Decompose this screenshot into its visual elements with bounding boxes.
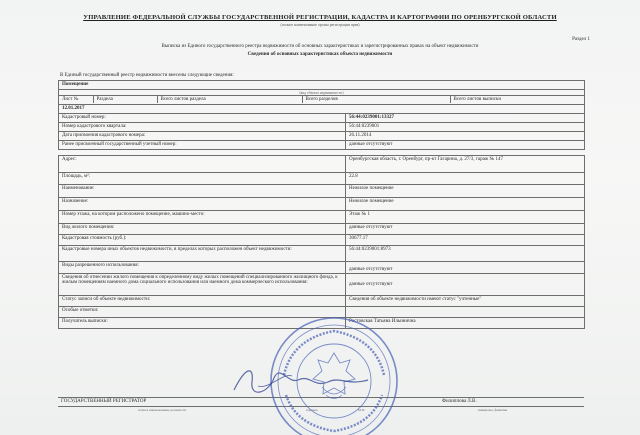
info-label: Дата присвоения кадастрового номера: [59,132,346,141]
detail-label: Номер этажа, на котором расположено помещение, машино-место: [59,211,346,224]
detail-label: Площадь, м²: [59,173,346,185]
info-value: 56:44:0239001 [346,123,585,132]
intro-text: В Единый государственный реестр недвижимости внесены следующие сведения: [60,73,234,78]
detail-value: 30677.17 [346,235,585,246]
total-sections-label: Всего разделов [302,96,450,103]
detail-label: Кадастровая стоимость (руб.): [59,235,346,246]
section-label: Раздела [93,96,157,103]
info-row [59,132,585,141]
excerpt-subtitle: Сведения об основных характеристиках объекта недвижимости [247,52,393,57]
detail-row [59,156,585,173]
detail-label: Сведения об отнесении жилого помещения к определенному виду жилых помещений специализированного жилищного фонда, к жилым помещениям наемного дома социального использования или наемного дома коммерческого использования: [59,274,346,296]
info-row [59,123,585,132]
official-stamp [268,315,400,435]
detail-row [59,224,585,235]
detail-row [59,198,585,211]
info-row [59,114,585,123]
detail-row [59,185,585,198]
caption-position: полное наименование должности [138,408,187,412]
org-name: УПРАВЛЕНИЕ ФЕДЕРАЛЬНОЙ СЛУЖБЫ ГОСУДАРСТВЕННОЙ РЕГИСТРАЦИИ, КАДАСТРА И КАРТОГРАФИИ ПО ОРЕНБУРГСКОЙ ОБЛАСТИ [83,14,557,21]
detail-row [59,173,585,185]
detail-row [59,262,585,274]
detail-label: Адрес: [59,156,346,173]
sheet-row [59,96,585,105]
detail-value: 22.8 [346,173,585,185]
detail-value [346,307,585,318]
caption-name: инициалы, фамилия [478,408,508,412]
section-number: Раздел 1 [572,37,590,42]
info-label: Кадастровый номер: [59,114,346,123]
detail-value: Ростовская Татьяна Ильинична [346,318,585,329]
excerpt-title: Выписка из Единого государственного реестра недвижимости об основных характеристиках и зарегистрированных правах на объект недвижимости [161,44,479,49]
detail-value: данные отсутствуют [346,262,585,274]
signature [228,360,378,400]
detail-row [59,296,585,307]
total-sheets-label: Всего листов раздела [157,96,302,103]
detail-label: Кадастровые номера иных объектов недвижимости, в пределах которых расположен объект недвижимости: [59,246,346,262]
object-type-row [59,81,585,90]
caption-signature: подпись [306,408,318,412]
main-table [58,80,585,329]
detail-value: Оренбургская область, г. Оренбург, пр-кт Гагарина, д. 27/3, гараж № 147 [346,156,585,173]
info-row [59,141,585,150]
detail-label: Виды разрешенного использования: [59,262,346,274]
registrar-name: Филиппова Л.В. [442,399,477,404]
detail-row [59,307,585,318]
header [0,14,640,27]
info-value: 26.11.2014 [346,132,585,141]
object-type: Помещение [59,81,585,90]
detail-label: Получатель выписки: [59,318,346,329]
date-row [59,105,585,114]
info-label: Номер кадастрового квартала: [59,123,346,132]
detail-value: Нежилое помещение [346,198,585,211]
detail-value: 56:44:0239001:8973 [346,246,585,262]
org-caption: (полное наименование органа регистрации прав) [280,23,360,27]
cadastral-number: 56:44:0239001:13327 [346,114,585,123]
detail-label: Наименование: [59,185,346,198]
info-label: Ранее присвоенный государственный учетный номер: [59,141,346,150]
detail-value: данные отсутствуют [346,224,585,235]
info-value: данные отсутствуют [346,141,585,150]
detail-label: Назначение: [59,198,346,211]
object-type-caption: (вид объекта недвижимости) [59,90,585,96]
detail-value: данные отсутствуют [346,274,585,296]
registrar-title: ГОСУДАРСТВЕННЫЙ РЕГИСТРАТОР [61,399,147,404]
detail-value: Нежилое помещение [346,185,585,198]
detail-row [59,235,585,246]
detail-label: Статус записи об объекте недвижимости: [59,296,346,307]
caption-mp: М.П. [358,408,366,412]
total-excerpt-label: Всего листов выписки [453,96,502,102]
detail-row [59,246,585,262]
detail-label: Особые отметки: [59,307,346,318]
detail-row [59,274,585,296]
sheet-number-label: Лист № [59,96,93,103]
detail-row [59,318,585,329]
detail-label: Вид жилого помещения: [59,224,346,235]
detail-value: Этаж № 1 [346,211,585,224]
registrar-block [58,397,584,413]
detail-row [59,211,585,224]
detail-value: Сведения об объекте недвижимости имеют статус "учтенные" [346,296,585,307]
excerpt-date: 12.01.2017 [59,105,585,114]
